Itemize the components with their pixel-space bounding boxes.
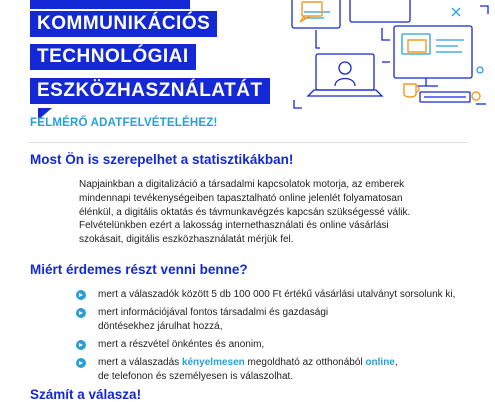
list-item-text: mert a válaszadók között 5 db 100 000 Ft értékű vásárlási utalványt sorsolunk ki, bbox=[98, 289, 456, 300]
intro-line: szokásait, digitális eszközhasználatát mérjük fel. bbox=[79, 234, 294, 246]
section-heading-statistics: Most Ön is szerepelhet a statisztikákban! bbox=[30, 152, 294, 167]
text-run: , bbox=[394, 357, 398, 368]
subtitle: FELMÉRŐ ADATFELVÉTELÉHEZ! bbox=[30, 117, 218, 129]
list-item-text bbox=[98, 356, 398, 384]
intro-line: mindennapi tevékenységeiben tapasztalható online jelenlét folyamatosan bbox=[79, 192, 403, 204]
arrow-bullet-icon bbox=[76, 340, 86, 350]
list-item-line: de telefonon és személyesen is válaszolhat. bbox=[98, 370, 294, 382]
list-item-text: mert a részvétel önkéntes és anonim, bbox=[98, 339, 265, 350]
list-item-line: döntésekhez járulhat hozzá, bbox=[98, 320, 223, 332]
cup-icon bbox=[404, 84, 416, 97]
list-item-line: mert információjával fontos társadalmi és gazdasági bbox=[98, 307, 329, 318]
intro-paragraph bbox=[79, 178, 471, 247]
intro-line: Felvételünkben ezért a lakosság internethasználati és online vásárlási bbox=[79, 220, 389, 232]
arrow-bullet-icon bbox=[76, 358, 86, 368]
banner bbox=[0, 0, 495, 140]
section-heading-why-participate: Miért érdemes részt venni benne? bbox=[30, 262, 248, 277]
section-heading-your-answer-counts: Számít a válasza! bbox=[30, 387, 142, 402]
list-item-text bbox=[98, 306, 328, 334]
intro-line: Napjainkban a digitalizáció a társadalmi kapcsolatok motorja, az emberek bbox=[79, 179, 405, 190]
user-icon bbox=[339, 62, 351, 74]
close-icon bbox=[452, 8, 460, 16]
chat-window-icon bbox=[292, 0, 340, 28]
title-line-top-fragment bbox=[30, 0, 190, 9]
message-icon bbox=[302, 2, 322, 16]
highlight-kenyelmesen: kényelmesen bbox=[181, 357, 245, 368]
text-run: megoldható az otthonából bbox=[244, 357, 366, 368]
title-line-1: KOMMUNIKÁCIÓS bbox=[30, 11, 217, 37]
digital-devices-illustration bbox=[290, 0, 490, 112]
title-line-3: ESZKÖZHASZNÁLATÁT bbox=[30, 78, 270, 104]
document-icon bbox=[408, 40, 426, 52]
highlight-online: online bbox=[365, 357, 395, 368]
title-line-2: TECHNOLÓGIAI bbox=[30, 44, 196, 70]
divider bbox=[28, 142, 468, 143]
arrow-bullet-icon bbox=[76, 290, 86, 300]
top-panel-icon bbox=[350, 0, 410, 22]
arrow-bullet-icon bbox=[76, 308, 86, 318]
intro-line: élénkül, a digitális oktatás és távmunkavégzés kapcsán szükségessé válik. bbox=[79, 206, 411, 218]
text-run: mert a válaszadás bbox=[98, 357, 182, 368]
laptop-icon bbox=[316, 54, 374, 90]
mouse-icon bbox=[472, 92, 480, 100]
